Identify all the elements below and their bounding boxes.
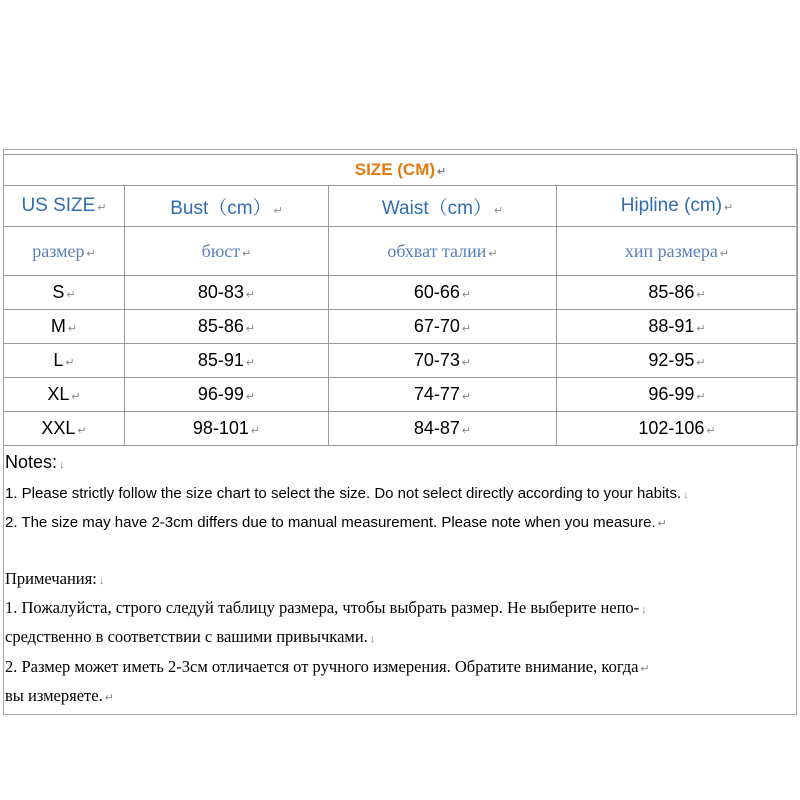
header-ru-hip: хип размера ↵ (557, 227, 798, 276)
waist-cell: 74-77 ↵ (329, 378, 557, 412)
table-row (4, 378, 798, 412)
header-hipline: Hipline (cm) ↵ (557, 186, 798, 227)
header-ru-size: размер ↵ (4, 227, 125, 276)
header-us-size: US SIZE ↵ (4, 186, 125, 227)
table-title-text: SIZE (CM) (354, 160, 436, 179)
waist-cell: 84-87 ↵ (329, 412, 557, 446)
bust-cell: 85-86 ↵ (125, 310, 329, 344)
notes-title-ru: Примечания: ↓ (5, 569, 105, 588)
bust-cell: 80-83 ↵ (125, 276, 329, 310)
hip-cell: 92-95 ↵ (557, 344, 798, 378)
note-ru-line-3: 2. Размер может иметь 2-3см отличается от ручного измерения. Обратите внимание, когда ↵ (5, 657, 650, 676)
note-en-1: 1. Please strictly follow the size chart to select the size. Do not select directly according to your habits. ↓ (5, 485, 689, 502)
note-ru-line-2: средственно в соответствии с вашими привычками. ↓ (5, 627, 376, 646)
table-row (4, 344, 798, 378)
hip-cell: 85-86 ↵ (557, 276, 798, 310)
size-cell: XL ↵ (4, 378, 125, 412)
size-cell: M ↵ (4, 310, 125, 344)
waist-cell: 60-66 ↵ (329, 276, 557, 310)
bust-cell: 98-101 ↵ (125, 412, 329, 446)
table-row (4, 310, 798, 344)
header-row-en (4, 186, 798, 227)
header-waist: Waist（cm） ↵ (329, 186, 557, 227)
table-title: SIZE (CM) ↵ (4, 155, 798, 186)
hip-cell: 88-91 ↵ (557, 310, 798, 344)
size-cell: S ↵ (4, 276, 125, 310)
table-row (4, 412, 798, 446)
note-ru-line-1: 1. Пожалуйста, строго следуй таблицу размера, чтобы выбрать размер. Не выберите непо- ↓ (5, 598, 647, 617)
header-row-ru (4, 227, 798, 276)
bust-cell: 96-99 ↵ (125, 378, 329, 412)
bust-cell: 85-91 ↵ (125, 344, 329, 378)
header-ru-bust: бюст ↵ (125, 227, 329, 276)
waist-cell: 70-73 ↵ (329, 344, 557, 378)
header-bust: Bust（cm） ↵ (125, 186, 329, 227)
size-chart-table (3, 154, 798, 446)
note-ru-line-4: вы измеряете. ↵ (5, 686, 114, 705)
table-row (4, 276, 798, 310)
size-cell: L ↵ (4, 344, 125, 378)
notes-title-en: Notes: ↓ (5, 452, 65, 472)
hip-cell: 102-106 ↵ (557, 412, 798, 446)
waist-cell: 67-70 ↵ (329, 310, 557, 344)
size-cell: XXL ↵ (4, 412, 125, 446)
note-en-2: 2. The size may have 2-3cm differs due to manual measurement. Please note when you measure. ↵ (5, 514, 667, 531)
header-ru-waist: обхват талии ↵ (329, 227, 557, 276)
hip-cell: 96-99 ↵ (557, 378, 798, 412)
